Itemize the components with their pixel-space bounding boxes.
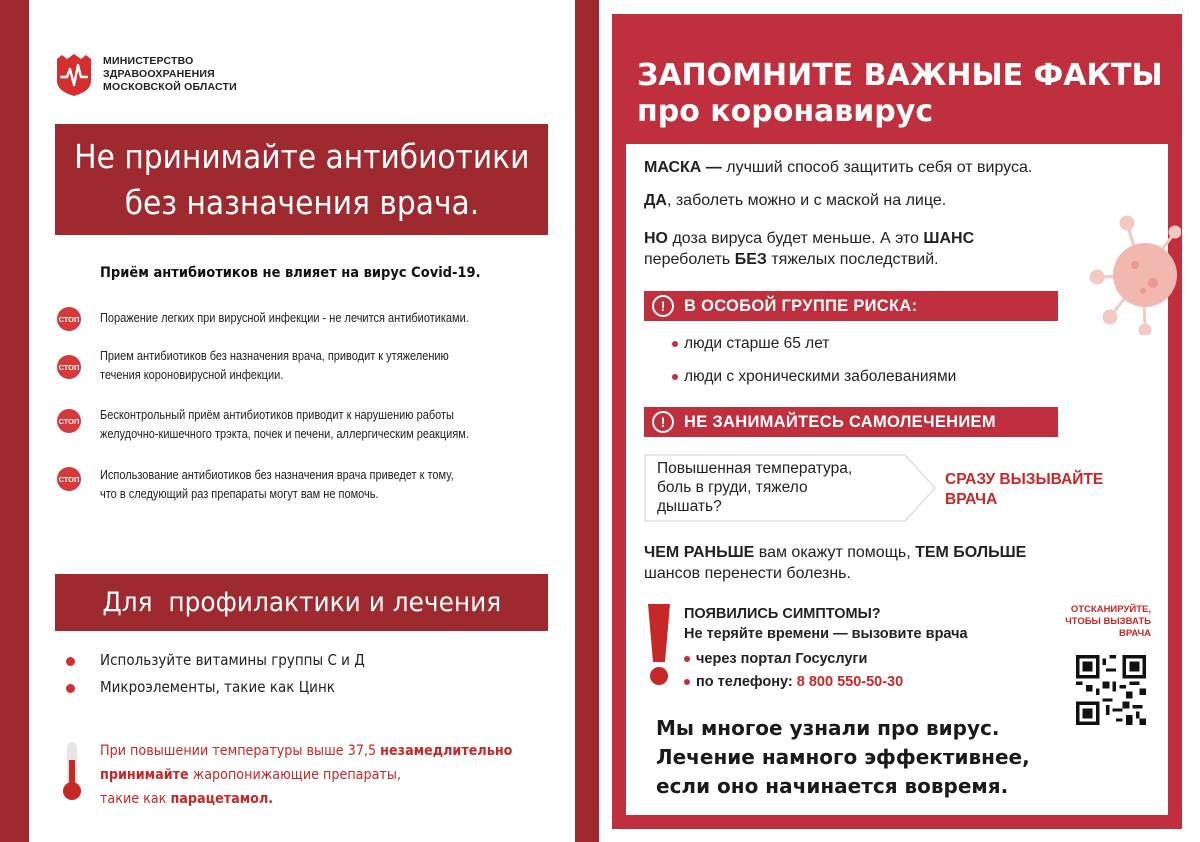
but-mid: доза вируса будет меньше. А это	[668, 230, 924, 247]
earlier-bold: ЧЕМ РАНЬШЕ	[644, 544, 755, 561]
stop-icon	[57, 355, 81, 379]
exclamation-icon: !	[652, 295, 674, 317]
risk-item	[672, 335, 829, 353]
thermometer-icon	[60, 740, 84, 802]
phone-label: по телефону:	[696, 674, 797, 690]
yes-rest: , заболеть можно и с маской на лице.	[666, 192, 947, 209]
self-treatment-bar	[644, 407, 1058, 437]
scan-line: ОТСКАНИРУЙТЕ,	[1070, 604, 1151, 615]
stop-icon	[57, 307, 81, 331]
bullet-dot-icon	[672, 341, 678, 347]
bullet-dot-icon	[672, 374, 678, 380]
risk-item	[672, 368, 956, 386]
symptoms-heading	[684, 604, 968, 644]
stop-item	[100, 309, 469, 328]
exclamation-mark-icon	[646, 602, 672, 688]
yes-fact	[644, 190, 946, 211]
symptoms-sub: Не теряйте времени — вызовите врача	[684, 626, 968, 642]
temp-bold: незамедлительно	[380, 743, 513, 759]
left-edge-stripe	[0, 0, 29, 842]
callout-line: боль в груди, тяжело	[657, 479, 808, 496]
facts-title	[637, 58, 1163, 130]
self-treatment-title: НЕ ЗАНИМАЙТЕСЬ САМОЛЕЧЕНИЕМ	[684, 412, 996, 431]
title-line: про коронавирус	[637, 94, 934, 129]
callout-line: Повышенная температура,	[657, 460, 853, 477]
earlier-mid: вам окажут помощь,	[754, 544, 916, 561]
ministry-line: МИНИСТЕРСТВО	[103, 55, 194, 67]
temperature-advice	[100, 739, 512, 811]
risk-group-bar	[644, 291, 1058, 321]
stop-label: СТОП	[58, 474, 80, 484]
closing-line: Лечение намного эффективнее,	[656, 745, 1030, 769]
stop-item-line: желудочно-кишечного трэкта, почек и печени, аллергическим реакциям.	[100, 427, 469, 441]
prevention-item: Микроэлементы, такие как Цинк	[100, 678, 335, 696]
stop-item	[100, 466, 454, 504]
yes-bold: ДА	[644, 192, 667, 209]
closing-line: Мы многое узнали про вирус.	[656, 716, 1000, 740]
stop-item	[100, 347, 449, 385]
temp-bold: принимайте	[100, 767, 189, 783]
call-doctor-line: СРАЗУ ВЫЗЫВАЙТЕ	[945, 471, 1104, 488]
but-line2: переболеть	[644, 251, 735, 268]
bullet-dot-icon	[66, 657, 75, 666]
banner-title-line: без назначения врача.	[124, 182, 479, 222]
ministry-name	[103, 55, 237, 94]
earlier-line2: шансов перенести болезнь.	[644, 565, 851, 582]
banner-title-line: Не принимайте антибиотики	[73, 136, 530, 176]
closing-line: если оно начинается вовремя.	[656, 774, 1009, 798]
scan-line: ВРАЧА	[1118, 628, 1151, 639]
temp-text: При повышении температуры выше 37,5	[100, 743, 381, 759]
earlier-fact	[644, 542, 1026, 584]
symptoms-title: ПОЯВИЛИСЬ СИМПТОМЫ?	[684, 606, 881, 622]
title-line: ЗАПОМНИТЕ ВАЖНЫЕ ФАКТЫ	[637, 58, 1163, 93]
gosuslugi-portal[interactable]: через портал Госуслуги	[696, 651, 868, 667]
prevention-item: Используйте витамины группы С и Д	[100, 651, 365, 669]
call-doctor-line: ВРАЧА	[945, 491, 998, 508]
stop-item-line: Прием антибиотиков без назначения врача, приводит к утяжелению	[100, 349, 449, 363]
temp-bold: парацетамол.	[170, 791, 274, 807]
but-line2-end: тяжелых последствий.	[766, 251, 939, 268]
callout-line: дышать?	[657, 498, 722, 515]
covid-statement: Приём антибиотиков не влияет на вирус Covid-19.	[100, 265, 481, 281]
risk-item-text: люди с хроническими заболеваниями	[684, 368, 957, 385]
scan-qr-caption	[1044, 604, 1151, 640]
phone-number[interactable]: 8 800 550-50-30	[796, 674, 904, 690]
stop-label: СТОП	[58, 416, 80, 426]
risk-group-title: В ОСОБОЙ ГРУППЕ РИСКА:	[684, 296, 918, 315]
contact-options	[684, 648, 903, 694]
stop-item	[100, 406, 469, 444]
but-fact	[644, 228, 974, 270]
chance-bold: ШАНС	[923, 230, 975, 247]
more-bold: ТЕМ БОЛЬШЕ	[915, 544, 1027, 561]
stop-item-line: Поражение легких при вирусной инфекции - не лечится антибиотиками.	[100, 311, 469, 325]
without-bold: БЕЗ	[734, 251, 767, 268]
ministry-line: ЗДРАВООХРАНЕНИЯ	[103, 68, 215, 80]
stop-item-line: что в следующий раз препараты могут вам не помочь.	[100, 487, 379, 501]
risk-item-text: люди старше 65 лет	[684, 335, 830, 352]
mask-rest: лучший способ защитить себя от вируса.	[721, 159, 1033, 176]
stop-icon	[57, 467, 81, 491]
ministry-line: МОСКОВСКОЙ ОБЛАСТИ	[103, 81, 237, 93]
stop-label: СТОП	[58, 314, 80, 324]
bullet-dot-icon	[684, 656, 690, 662]
bullet-dot-icon	[684, 679, 690, 685]
closing-statement	[656, 714, 1030, 801]
mask-fact	[644, 157, 1032, 178]
stop-item-line: течения короновирусной инфекции.	[100, 368, 284, 382]
bullet-dot-icon	[66, 684, 75, 693]
stop-icon	[57, 409, 81, 433]
symptoms-callout	[657, 459, 852, 516]
call-doctor-now	[945, 470, 1103, 510]
stop-item-line: Использование антибиотиков без назначения врача приведет к тому,	[100, 468, 454, 482]
temp-text: такие как	[100, 791, 171, 807]
prevention-banner	[55, 574, 548, 631]
stop-item-line: Бесконтрольный приём антибиотиков приводит к нарушению работы	[100, 408, 454, 422]
mask-bold: МАСКА —	[644, 159, 722, 176]
virus-icon	[1083, 205, 1181, 335]
stop-label: СТОП	[58, 362, 80, 372]
ministry-logo-icon	[55, 53, 93, 97]
antibiotics-banner	[55, 124, 548, 235]
temp-text: жаропонижающие препараты,	[188, 767, 401, 783]
but-bold: НО	[644, 230, 668, 247]
center-fold-stripe	[575, 0, 599, 842]
exclamation-icon: !	[652, 411, 674, 433]
prevention-title: Для профилактики и лечения	[102, 587, 501, 618]
scan-line: ЧТОБЫ ВЫЗВАТЬ	[1065, 616, 1151, 627]
qr-code-icon[interactable]	[1076, 655, 1146, 725]
